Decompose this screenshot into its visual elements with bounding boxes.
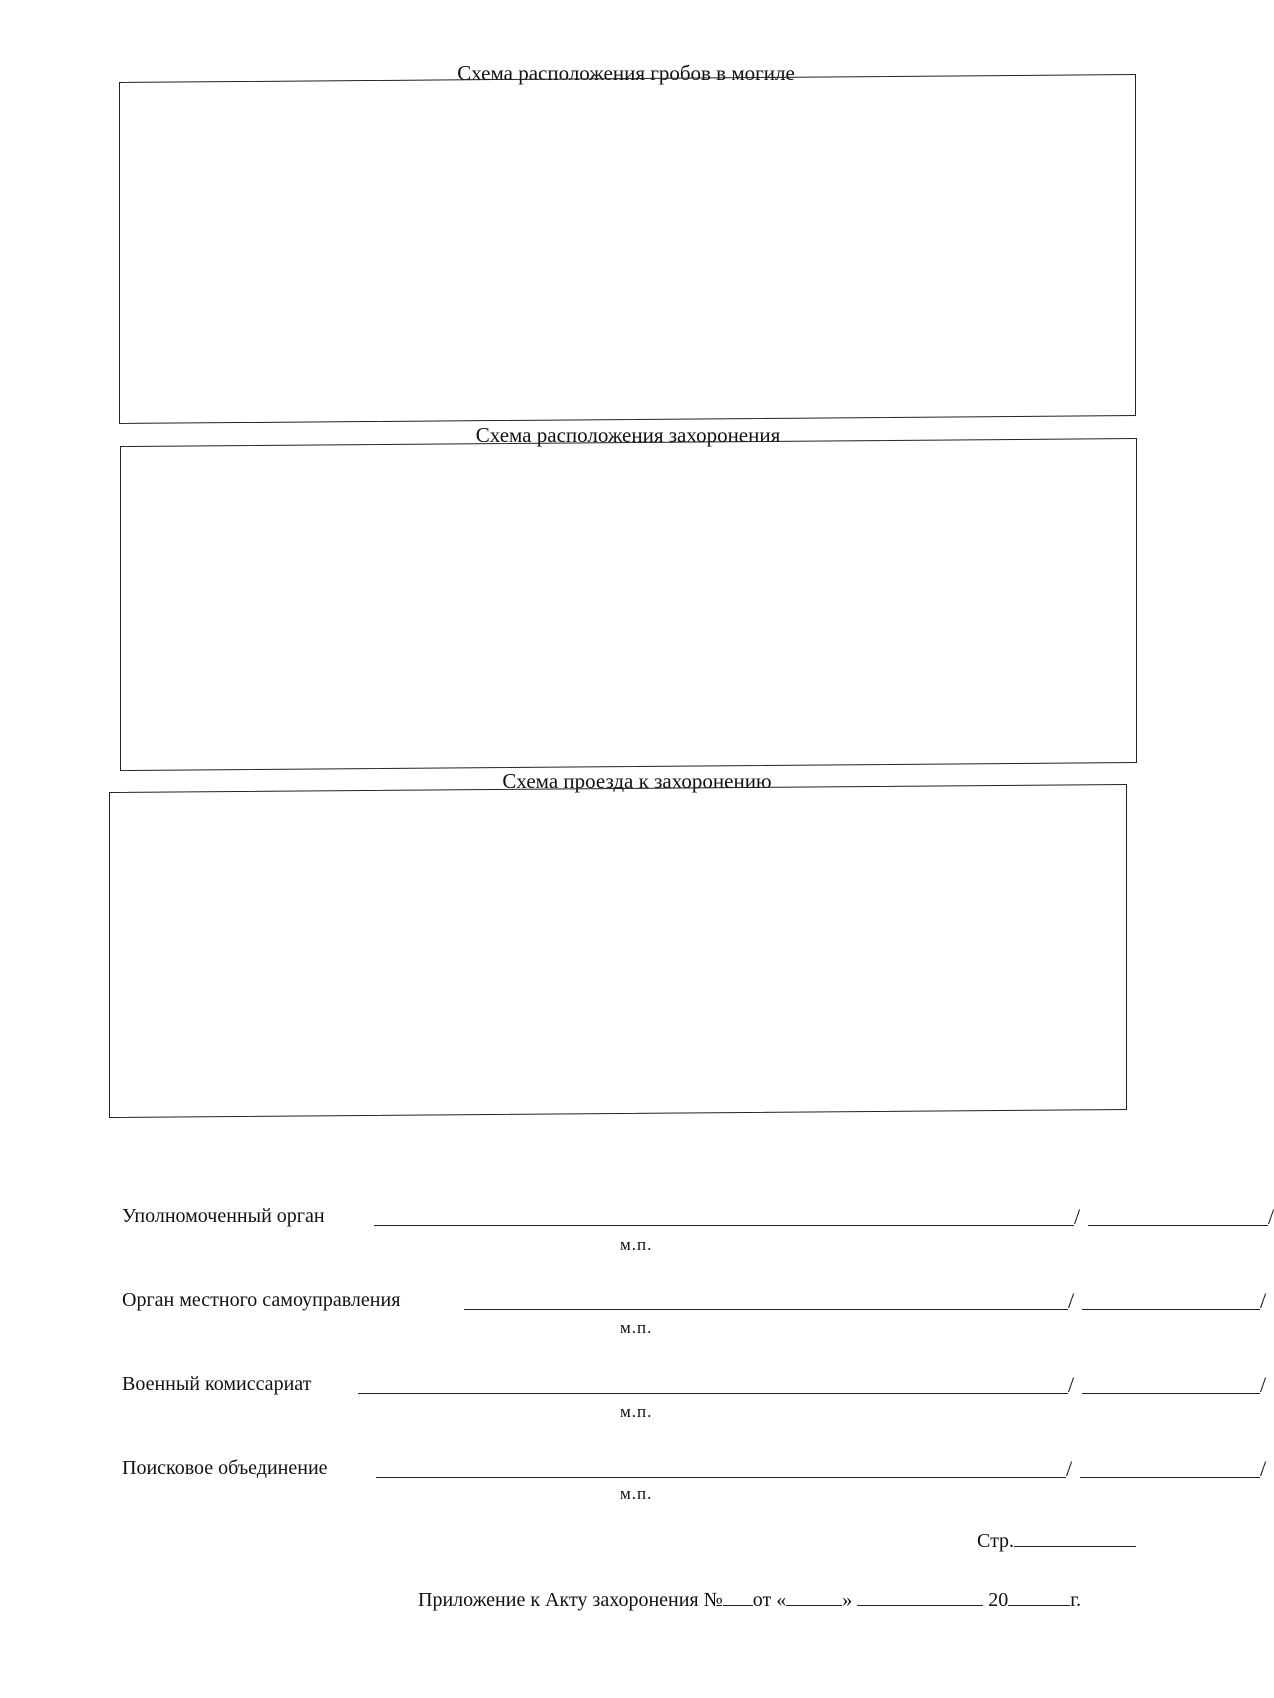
slash-separator: / <box>1066 1456 1073 1481</box>
organization-signature-line[interactable] <box>374 1225 1074 1226</box>
burial-scheme-box[interactable] <box>120 438 1137 771</box>
organization-signature-line[interactable] <box>464 1309 1068 1310</box>
slash-separator: / <box>1068 1288 1075 1313</box>
signature-label: Уполномоченный орган <box>122 1205 325 1227</box>
annex-prefix: Приложение к Акту захоронения № <box>418 1589 723 1611</box>
year-suffix: г. <box>1070 1589 1082 1611</box>
day-blank[interactable] <box>786 1587 842 1606</box>
slash-separator: / <box>1260 1288 1267 1313</box>
name-signature-line[interactable] <box>1082 1309 1260 1310</box>
page-number-blank[interactable] <box>1014 1528 1136 1547</box>
coffins-scheme-box[interactable] <box>119 74 1136 424</box>
close-quote: » <box>842 1589 853 1611</box>
organization-signature-line[interactable] <box>376 1477 1066 1478</box>
stamp-place-label: м.п. <box>620 1402 653 1421</box>
signature-row-search-association <box>122 1452 1267 1482</box>
name-signature-line[interactable] <box>1088 1225 1268 1226</box>
act-number-blank[interactable] <box>723 1587 753 1606</box>
name-signature-line[interactable] <box>1080 1477 1260 1478</box>
coffins-scheme-caption: Схема расположения гробов в могиле <box>457 61 795 85</box>
from-label: от « <box>752 1589 787 1611</box>
year-blank[interactable] <box>1008 1587 1070 1606</box>
page-label: Стр. <box>977 1530 1015 1552</box>
stamp-place-label: м.п. <box>620 1318 653 1337</box>
page-number-field <box>977 1528 1136 1553</box>
slash-separator: / <box>1260 1372 1267 1397</box>
slash-separator: / <box>1074 1204 1081 1229</box>
stamp-place-label: м.п. <box>620 1484 653 1503</box>
route-scheme-caption: Схема проезда к захоронению <box>502 769 772 793</box>
signature-label: Военный комиссариат <box>122 1373 312 1395</box>
burial-scheme-caption: Схема расположения захоронения <box>475 423 781 447</box>
annex-line <box>418 1587 1081 1612</box>
route-scheme-box[interactable] <box>109 784 1127 1118</box>
slash-separator: / <box>1268 1204 1274 1229</box>
year-prefix: 20 <box>988 1589 1009 1611</box>
signature-row-local-government <box>122 1284 1267 1314</box>
month-blank[interactable] <box>857 1587 983 1606</box>
name-signature-line[interactable] <box>1082 1393 1260 1394</box>
slash-separator: / <box>1068 1372 1075 1397</box>
signature-label: Орган местного самоуправления <box>122 1289 401 1311</box>
signature-row-military-commissariat <box>122 1368 1267 1398</box>
signature-row-authorized-body <box>122 1200 1274 1230</box>
slash-separator: / <box>1260 1456 1267 1481</box>
signature-label: Поисковое объединение <box>122 1457 328 1479</box>
stamp-place-label: м.п. <box>620 1235 653 1254</box>
organization-signature-line[interactable] <box>358 1393 1068 1394</box>
